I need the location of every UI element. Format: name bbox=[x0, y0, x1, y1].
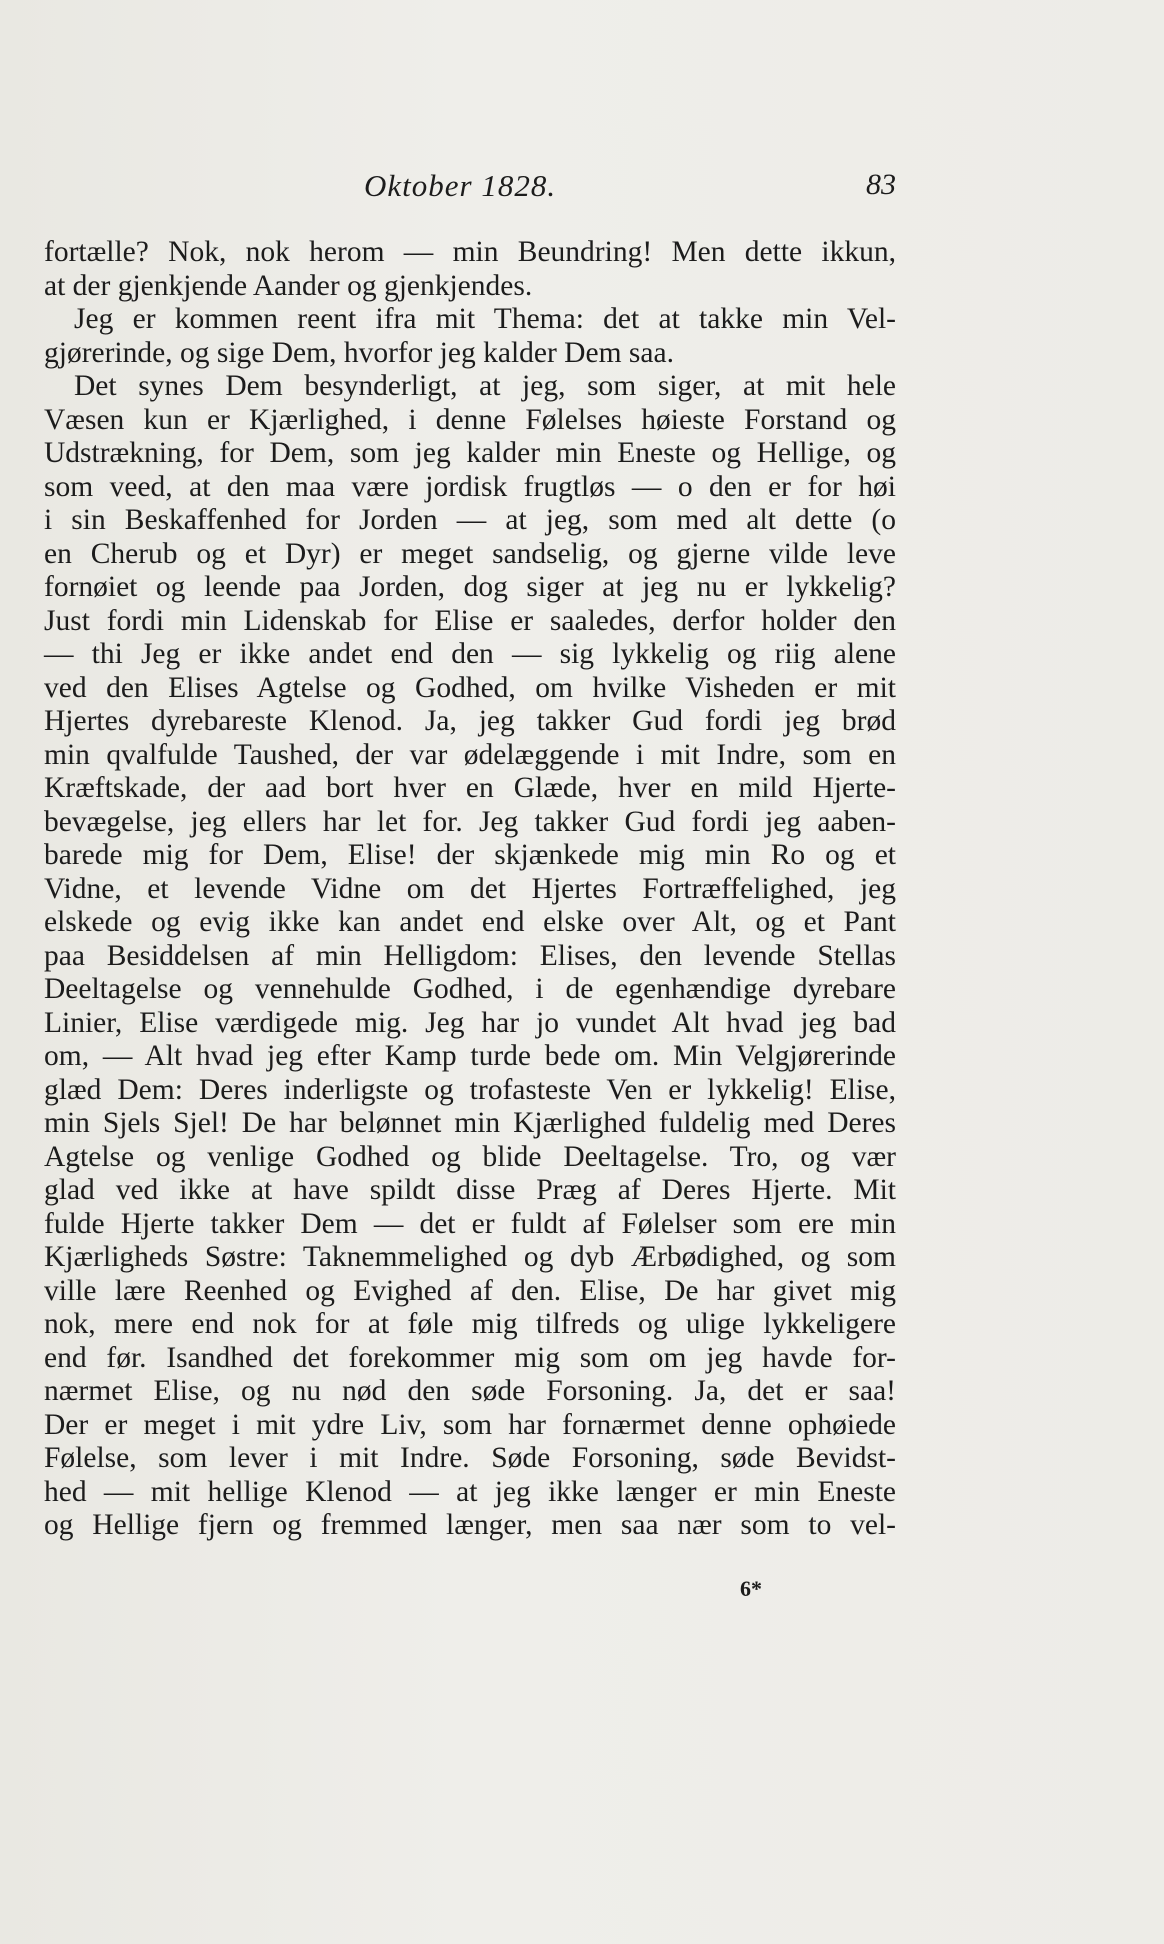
text-line: i sin Beskaffenhed for Jorden — at jeg, som med alt dette (o bbox=[44, 504, 896, 536]
text-line: en Cherub og et Dyr) er meget sandselig, og gjerne vilde leve bbox=[44, 537, 896, 570]
page-header bbox=[44, 168, 896, 208]
text-line: Kjærligheds Søstre: Taknemmelighed og dyb Ærbødighed, og som bbox=[44, 1241, 896, 1273]
text-line: Agtelse og venlige Godhed og blide Deeltagelse. Tro, og vær bbox=[44, 1140, 896, 1173]
text-line: om, — Alt hvad jeg efter Kamp turde bede om. Min Velgjørerinde bbox=[44, 1040, 896, 1072]
text-line: Det synes Dem besynderligt, at jeg, som siger, at mit hele bbox=[74, 370, 896, 402]
text-line: og Hellige fjern og fremmed længer, men saa nær som to vel- bbox=[44, 1509, 896, 1541]
text-line: Udstrækning, for Dem, som jeg kalder min Eneste og Hellige, og bbox=[44, 437, 896, 469]
text-line: fulde Hjerte takker Dem — det er fuldt af Følelser som ere min bbox=[44, 1207, 896, 1240]
text-line: Kræftskade, der aad bort hver en Glæde, hver en mild Hjerte- bbox=[44, 772, 896, 804]
text-line: Følelse, som lever i mit Indre. Søde Forsoning, søde Bevidst- bbox=[44, 1442, 896, 1474]
text-line: som veed, at den maa være jordisk frugtløs — o den er for høi bbox=[44, 470, 896, 503]
text-line: Hjertes dyrebareste Klenod. Ja, jeg takker Gud fordi jeg brød bbox=[44, 705, 896, 737]
text-line: end før. Isandhed det forekommer mig som om jeg havde for- bbox=[44, 1341, 896, 1374]
text-line: barede mig for Dem, Elise! der skjænkede mig min Ro og et bbox=[44, 839, 896, 871]
text-line: elskede og evig ikke kan andet end elske over Alt, og et Pant bbox=[44, 906, 896, 938]
text-line: bevægelse, jeg ellers har let for. Jeg takker Gud fordi jeg aaben- bbox=[44, 805, 896, 838]
text-line: Deeltagelse og vennehulde Godhed, i de egenhændige dyrebare bbox=[44, 973, 896, 1005]
text-line: Linier, Elise værdigede mig. Jeg har jo vundet Alt hvad jeg bad bbox=[44, 1006, 896, 1039]
text-line: nærmet Elise, og nu nød den søde Forsoning. Ja, det er saa! bbox=[44, 1375, 896, 1407]
text-line: min qvalfulde Taushed, der var ødelæggende i mit Indre, som en bbox=[44, 738, 896, 771]
page-number: 83 bbox=[866, 168, 896, 201]
text-line: gjørerinde, og sige Dem, hvorfor jeg kalder Dem saa. bbox=[44, 336, 674, 369]
text-line: at der gjenkjende Aander og gjenkjendes. bbox=[44, 269, 533, 302]
text-line: nok, mere end nok for at føle mig tilfreds og ulige lykkeligere bbox=[44, 1308, 896, 1340]
text-line: paa Besiddelsen af min Helligdom: Elises, den levende Stellas bbox=[44, 939, 896, 972]
text-line: ved den Elises Agtelse og Godhed, om hvilke Visheden er mit bbox=[44, 671, 896, 704]
text-line: ville lære Reenhed og Evighed af den. Elise, De har givet mig bbox=[44, 1274, 896, 1307]
text-line: Just fordi min Lidenskab for Elise er saaledes, derfor holder den bbox=[44, 604, 896, 637]
text-line: Vidne, et levende Vidne om det Hjertes Fortræffelighed, jeg bbox=[44, 872, 896, 905]
text-line: — thi Jeg er ikke andet end den — sig lykkelig og riig alene bbox=[44, 638, 896, 670]
text-line: fornøiet og leende paa Jorden, dog siger at jeg nu er lykkelig? bbox=[44, 571, 896, 603]
text-line: glad ved ikke at have spildt disse Præg af Deres Hjerte. Mit bbox=[44, 1174, 896, 1206]
text-line: fortælle? Nok, nok herom — min Beundring! Men dette ikkun, bbox=[44, 236, 896, 268]
text-line: min Sjels Sjel! De har belønnet min Kjærlighed fuldelig med Deres bbox=[44, 1107, 896, 1139]
body-text bbox=[44, 236, 896, 1543]
text-line: hed — mit hellige Klenod — at jeg ikke længer er min Eneste bbox=[44, 1475, 896, 1508]
running-title: Oktober 1828. bbox=[364, 168, 557, 203]
signature-mark: 6* bbox=[740, 1576, 762, 1601]
text-line: glæd Dem: Deres inderligste og trofasteste Ven er lykkelig! Elise, bbox=[44, 1073, 896, 1106]
text-line: Der er meget i mit ydre Liv, som har fornærmet denne ophøiede bbox=[44, 1408, 896, 1441]
text-line: Jeg er kommen reent ifra mit Thema: det at takke min Vel- bbox=[74, 303, 896, 335]
text-line: Væsen kun er Kjærlighed, i denne Følelses høieste Forstand og bbox=[44, 403, 896, 436]
